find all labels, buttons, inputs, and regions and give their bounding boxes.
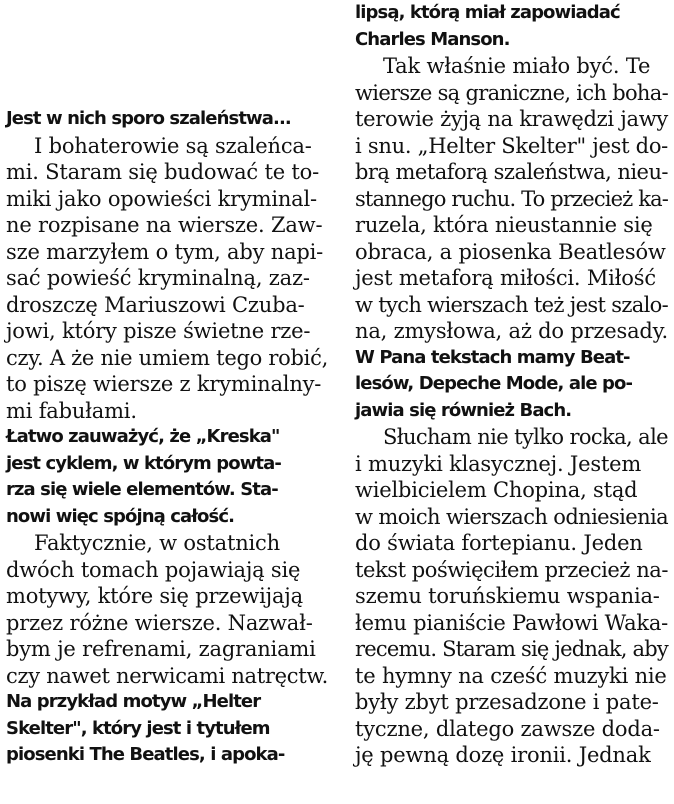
text-line: Skelter", który jest i tytułem xyxy=(6,717,270,739)
text-line: dwóch tomach pojawiają się xyxy=(6,557,301,582)
text-line: przez różne wiersze. Nazwał- xyxy=(6,610,313,635)
text-line: wielbicielem Chopina, stąd xyxy=(355,478,638,502)
text-line: Charles Manson. xyxy=(355,28,510,50)
text-line: wiersze są graniczne, ich boha- xyxy=(355,80,668,105)
text-line: rza się wiele elementów. Sta- xyxy=(6,479,278,500)
text-line: mi fabułami. xyxy=(6,398,137,423)
text-line: w moich wierszach odniesienia xyxy=(355,504,668,529)
text-line: jest cyklem, w którym powta- xyxy=(6,452,281,474)
interview-question xyxy=(355,0,668,53)
text-line: sze marzyłem o tym, aby napi- xyxy=(6,239,324,264)
interview-answer xyxy=(355,424,668,769)
text-line: sać powieść kryminalną, zaz- xyxy=(6,266,310,290)
text-line: ruzela, która nieustannie się xyxy=(355,213,653,237)
interview-answer xyxy=(6,530,328,689)
interview-answer xyxy=(6,133,328,425)
text-line: obraca, a piosenka Beatlesów xyxy=(355,239,666,264)
text-line: miki jako opowieści kryminal- xyxy=(6,186,317,211)
text-line: i snu. „Helter Skelter" jest do- xyxy=(355,133,668,158)
text-line: na, zmysłowa, aż do przesady. xyxy=(355,319,668,343)
text-line: i muzyki klasycznej. Jestem xyxy=(355,451,642,476)
text-line: to piszę wiersze z kryminalny- xyxy=(6,372,322,396)
text-line: tyczne, dlatego zawsze doda- xyxy=(355,716,660,741)
interview-question xyxy=(6,106,328,133)
text-line: stannego ruchu. To przecież ka- xyxy=(355,186,668,211)
interview-question xyxy=(6,689,328,769)
text-line: Faktycznie, w ostatnich xyxy=(34,531,280,555)
text-line: Tak właśnie miało być. Te xyxy=(383,54,651,78)
text-line: były zbyt przesadzone i pate- xyxy=(355,690,659,714)
text-line: ne rozpisane na wiersze. Zaw- xyxy=(6,213,323,237)
left-column xyxy=(6,0,328,769)
interview-answer xyxy=(355,53,668,345)
text-line: lesów, Depeche Mode, ale po- xyxy=(355,373,633,394)
text-line: motywy, które się przewijają xyxy=(6,584,303,608)
text-line: Słucham nie tylko rocka, ale xyxy=(383,425,668,449)
text-line: do świata fortepianu. Jeden xyxy=(355,531,643,555)
text-line: Łatwo zauważyć, że „Kreska" xyxy=(6,426,280,447)
text-line: terowie żyją na krawędzi jawy xyxy=(355,107,668,131)
text-line: piosenki The Beatles, i apoka- xyxy=(6,744,285,765)
text-line: szemu toruńskiemu wspania- xyxy=(355,584,660,608)
right-column xyxy=(355,0,668,769)
text-line: W Pana tekstach mamy Beat- xyxy=(355,346,630,368)
text-line: w tych wierszach też jest szalo- xyxy=(355,292,668,317)
text-line: I bohaterowie są szaleńca- xyxy=(34,133,312,158)
text-line: brą metaforą szaleństwa, nieu- xyxy=(355,160,668,184)
text-line: te hymny na cześć muzyki nie xyxy=(355,663,667,688)
text-line: czy. A że nie umiem tego robić, xyxy=(6,345,328,370)
text-line: Jest w nich sporo szaleństwa... xyxy=(6,108,291,129)
text-line: jawia się również Bach. xyxy=(355,399,572,421)
text-line: jowi, który pisze świetne rze- xyxy=(6,319,311,343)
text-line: droszczę Mariuszowi Czuba- xyxy=(6,292,305,317)
text-line: ję pewną dozę ironii. Jednak xyxy=(355,743,651,767)
text-line: tekst poświęciłem przecież na- xyxy=(355,557,668,582)
text-line: czy nawet nerwicami natręctw. xyxy=(6,663,328,688)
text-line: łemu pianiście Pawłowi Waka- xyxy=(355,610,668,635)
interview-question xyxy=(355,345,668,425)
text-line: recemu. Staram się jednak, aby xyxy=(355,637,668,661)
text-line: Na przykład motyw „Helter xyxy=(6,691,261,712)
text-line: jest metaforą miłości. Miłość xyxy=(355,266,656,290)
text-line: nowi więc spójną całość. xyxy=(6,505,235,527)
text-line: bym je refrenami, zagraniami xyxy=(6,637,316,661)
interview-question xyxy=(6,424,328,530)
text-line: lipsą, którą miał zapowiadać xyxy=(355,2,620,23)
text-line: mi. Staram się budować te to- xyxy=(6,160,319,184)
